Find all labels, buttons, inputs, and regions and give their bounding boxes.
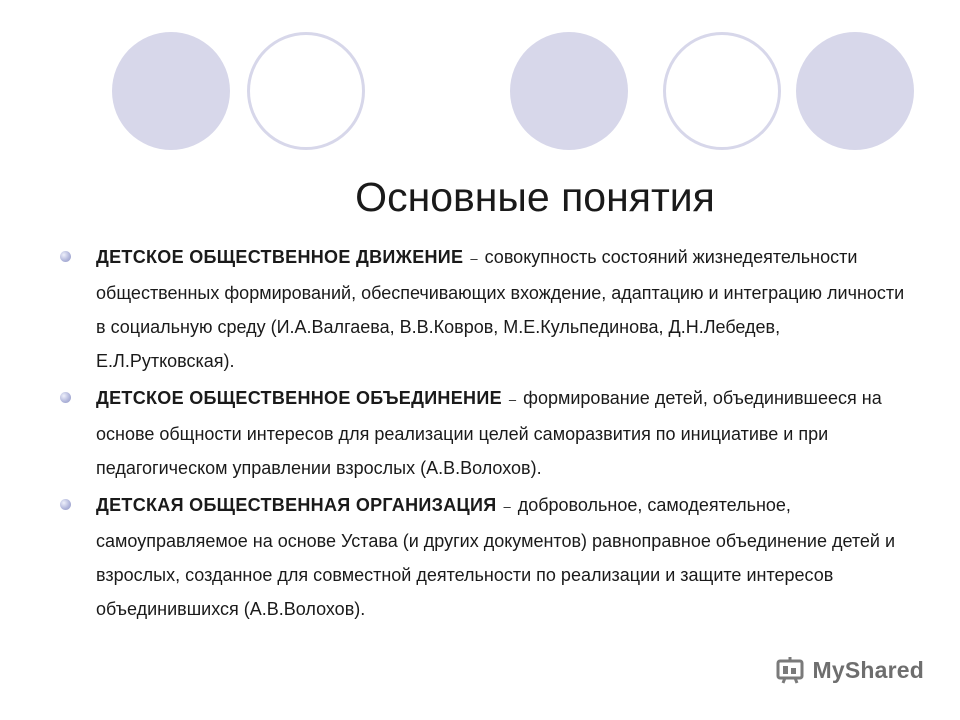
definition-text: добровольное, самодеятельное, самоуправляемое на основе Устава (и других документов) равноправное объединение детей и взрослых, созданное для совместной деятельности по реализации и защите интересов объединившихся (А.В.Волохов). (96, 495, 896, 619)
decorative-circle-filled-3 (796, 32, 914, 150)
definition-term: ДЕТСКОЕ ОБЩЕСТВЕННОЕ ОБЪЕДИНЕНИЕ (96, 388, 502, 408)
definition-item (58, 488, 918, 626)
definition-dash: – (503, 499, 511, 514)
bullet-icon (60, 251, 71, 262)
definition-term: ДЕТСКОЕ ОБЩЕСТВЕННОЕ ДВИЖЕНИЕ (96, 247, 464, 267)
definition-dash: – (508, 392, 517, 407)
decorative-circle-ring-2 (663, 32, 781, 150)
definition-text: формирование детей, объединившееся на основе общности интересов для реализации целей саморазвития по инициативе и при педагогическом управлении взрослых (А.В.Волохов). (96, 388, 882, 478)
definition-dash: – (470, 251, 478, 266)
definition-item (58, 381, 918, 485)
definitions-list (58, 240, 918, 629)
slide-title: Основные понятия (355, 174, 715, 220)
definition-text: совокупность состояний жизнедеятельности общественных формирований, обеспечивающих вхождение, адаптацию и интеграцию личности в социальную среду (И.А.Валгаева, В.В.Ковров, М.Е.Кульпединова, Д.Н.Лебедев, Е.Л.Рутковская). (96, 247, 905, 371)
decorative-circle-filled-1 (112, 32, 230, 150)
myshared-logo-icon (776, 656, 806, 684)
watermark (776, 656, 924, 684)
decorative-circle-filled-2 (510, 32, 628, 150)
watermark-text: MyShared (812, 656, 924, 683)
bullet-icon (60, 499, 71, 510)
bullet-icon (60, 392, 71, 403)
definition-item (58, 240, 918, 378)
definition-term: ДЕТСКАЯ ОБЩЕСТВЕННАЯ ОРГАНИЗАЦИЯ (96, 495, 497, 515)
decorative-circle-ring-1 (247, 32, 365, 150)
